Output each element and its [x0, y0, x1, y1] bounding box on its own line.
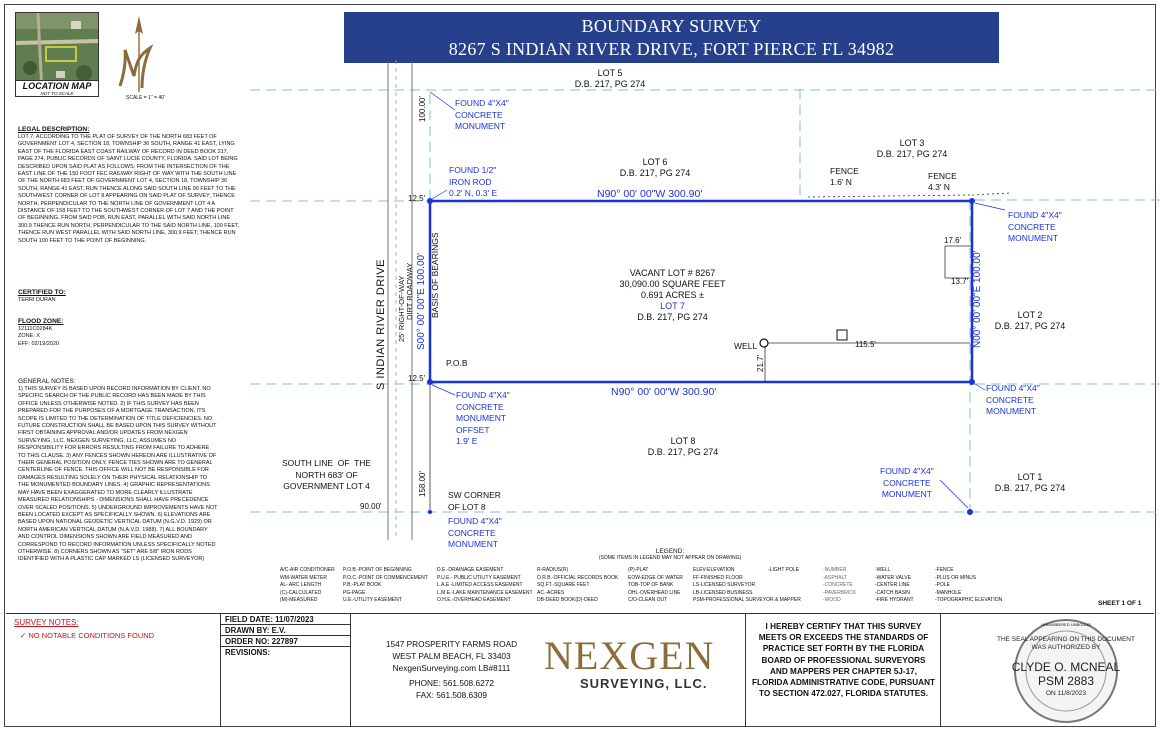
iron-rod-label: FOUND 1/2" IRON ROD 0.2' N, 0.3' E	[449, 165, 498, 198]
lot-1-label: LOT 1 D.B. 217, PG 274	[994, 472, 1066, 493]
general-notes-text: 1) THIS SURVEY IS BASED UPON RECORD INFORMATION BY CLIENT. NO SPECIFIC SEARCH OF THE PUBLIC RECORD HAS BEEN MADE BY THIS OFFICE UNLESS OTHERWISE NOTED. 2) IF THIS SURVEY HAS BEEN PREPARED FOR THE PURPOSES OF A MORTGAGE TRANSACTION, ITS SCOPE IS LIMITED TO THE DETERMINATION OF TITLE DEFICIENCIES. NO FUTURE CONSTRUCTION SHALL BE BASED UPON THIS SURVEY WITHOUT FIRST OBTAINING APPROVAL AND/OR UPDATES FROM NEXGEN SURVEYING, LLC. NEXGEN SURVEYING, LLC, ASSUMES NO RESPONSIBILITY FOR ERRORS RESULTING FROM FAILURE TO ADHERE TO THIS CLAUSE. 3) ANY FENCES SHOWN HEREON ARE ILLUSTRATIVE OF THEIR GENERAL POSITION ONLY. FENCE TIES SHOWN ARE TO GENERAL CENTERLINE OF FENCE. THIS OFFICE WILL NOT BE RESPONSIBLE FOR DAMAGES RESULTING SOLELY ON THEIR PHYSICAL RELATIONSHIP TO THE MONUMENTED BOUNDARY LINES. 4) GRAPHIC REPRESENTATIONS MAY HAVE BEEN EXAGGERATED TO MORE CLEARLY ILLUSTRATE MEASURED RELATIONSHIPS - DIMENSIONS SHALL HAVE PRECEDENCE OVER SCALED POSITIONS. 5) UNDERGROUND IMPROVEMENTS HAVE NOT BEEN LOCATED EXCEPT AS SPECIFICALLY SHOWN. 6) ELEVATIONS ARE BASED UPON NATIONAL GEODETIC VERTICAL DATUM (N.G.V.D. 1929) OR NORTH AMERICAN VERTICAL DATUM (N.A.V.D. 1988). 7) ALL BOUNDARY AND CONTROL DIMENSIONS SHOWN ARE FIELD MEASURED AND CORRESPOND TO RECORD INFORMATION UNLESS SPECIFICALLY NOTED OTHERWISE. 8) CORNERS SHOWN AS "SET" ARE 5/8" IRON RODS IDENTIFIED WITH A PLASTIC CAP MARKED LS (LICENSED SURVEYOR)	[18, 386, 218, 563]
legend-col-9: -WELL -WATER VALVE -CENTER LINE -CATCH BASIN -FIRE HYDRANT	[875, 567, 914, 603]
scale-label: SCALE = 1" = 40'	[126, 95, 165, 101]
dim-100-north: 100.00'	[418, 96, 427, 122]
dim-21-7: 21.7'	[756, 354, 765, 372]
survey-notes-item: ✓ NO NOTABLE CONDITIONS FOUND	[20, 631, 155, 640]
legend-col-8: -NUMBER -ASPHALT -CONCRETE -PAVERBRICK -WOOD	[823, 567, 857, 603]
seal-stamp-text: UNNUMBERED UNBOUND	[1040, 622, 1091, 627]
right-of-way-label: 25' RIGHT-OF-WAY	[397, 275, 406, 342]
dim-12-5-north: 12.5'	[408, 194, 426, 203]
title-line-1: BOUNDARY SURVEY	[581, 16, 762, 36]
company-cell	[351, 614, 746, 727]
dim-158: 158.00'	[418, 471, 427, 497]
legend-col-7: -LIGHT POLE	[768, 567, 800, 573]
lot-8-label: LOT 8 D.B. 217, PG 274	[647, 436, 719, 457]
legend-title: LEGEND: (SOME ITEMS IN LEGEND MAY NOT APPEAR ON DRAWING)	[598, 548, 742, 561]
dim-115-5: 115.5'	[855, 340, 876, 349]
vacant-lot-info: VACANT LOT # 8267 30,090.00 SQUARE FEET 0.691 ACRES ± LOT 7 D.B. 217, PG 274	[619, 268, 726, 322]
road-name: S INDIAN RIVER DRIVE	[375, 258, 387, 390]
dim-13-7: 13.7'	[951, 277, 969, 286]
legal-text: LOT 7, ACCORDING TO THE PLAT OF SURVEY OF THE NORTH 683 FEET OF GOVERNMENT LOT 4, SECTION 18, TOWNSHIP 36 SOUTH, RANGE 41 EAST, LYING EAST OF THE FLORIDA EAST COAST RAILWAY OF RECORD IN DEED BOOK 217, PAGE 274, PUBLIC RECORDS OF SAINT LUCIE COUNTY, FLORIDA. SAID LOT BEING DESCRIBED UPON SAID PLAT AS FOLLOWS: FROM THE INTERSECTION OF THE EAST LINE OF THE 150 FOOT FEC RAILWAY RIGHT OF WAY WITH THE SOUTH LINE OF THE NORTH 683 FEET OF GOVERNMENT LOT 4, SECTION 18, TOWNSHIP 36 SOUTH, RANGE 41 EAST, RUN THENCE ALONG SAID SOUTH LINE 90 FEET TO THE SOUTHWEST CORNER OF LOT 8 APPEARING ON SAID PLAT OF SURVEY; THENCE NORTH, PERPENDICULAR TO THE NORTH LINE OF GOVERNMENT LOT 4 A DISTANCE OF 158 FEET TO THE SOUTHWEST CORNER OF LOT 7 AND THE POINT OF BEGINNING. FROM SAID POB, RUN EAST, PARALLEL WITH SAID NORTH LINE 300.9 THENCE RUN NORTH, PERPENDICULAR TO THE SAID NORTH LINE, 100 FEET, THENCE RUN WEST PARALLEL WITH SAID NORTH LINE, 300.9 FEET; THENCE RUN SOUTH 100 FEET TO THE POINT OF BEGINNING.	[18, 134, 240, 244]
legend-col-2: P.O.B.-POINT OF BEGINNING P.O.C.-POINT OF COMMENCEMENT P.B.-PLAT BOOK PG-PAGE U.E.-UTILITY EASEMENT	[343, 567, 428, 603]
pob-label: P.O.B	[446, 358, 468, 368]
pole-icon	[837, 330, 847, 340]
basis-of-bearings-label: BASIS OF BEARINGS	[430, 232, 440, 318]
legend-col-1: A/C-AIR CONDITIONER WM-WATER METER AL- ARC LENGTH (C)-CALCULATED (M)-MEASURED	[280, 567, 335, 603]
sheet-number: SHEET 1 OF 1	[1098, 600, 1142, 607]
well-icon	[760, 339, 768, 347]
legend-col-6: ELEV-ELEVATION FF-FINISHED FLOOR LS-LICENSED SURVEYOR LB-LICENSED BUSINESS PSM-PROFESSIONAL SURVEYOR & MAPPER	[693, 567, 801, 603]
lot-6-label: LOT 6 D.B. 217, PG 274	[619, 157, 691, 178]
legend-col-10: -FENCE -PLUS OR MINUS -POLE -MANHOLE -TOPOGRAPHIC ELEVATION	[935, 567, 1003, 603]
south-line-label: SOUTH LINE OF THE NORTH 683' OF GOVERNMENT LOT 4	[282, 458, 372, 491]
dim-17-6: 17.6'	[944, 236, 962, 245]
monument-label-lot1: FOUND 4"X4" CONCRETE MONUMENT	[880, 466, 934, 499]
certified-to: CERTIFIED TO: TERRI DURAN	[18, 289, 66, 303]
field-info-cell	[221, 614, 351, 727]
south-line-bearing: N90° 00' 00"W 300.90'	[611, 386, 717, 398]
legal-description: LEGAL DESCRIPTION: LOT 7, ACCORDING TO THE PLAT OF SURVEY OF THE NORTH 683 FEET OF GOVERNMENT LOT 4, SECTION 18, TOWNSHIP 36 SOUTH, RANGE 41 EAST, LYING EAST OF THE FLORIDA EAST COAST RAILWAY OF RECORD IN DEED BOOK 217, PAGE 274, PUBLIC RECORDS OF SAINT LUCIE COUNTY, FLORIDA. SAID LOT BEING DESCRIBED UPON SAID PLAT AS FOLLOWS: FROM THE INTERSECTION OF THE EAST LINE OF THE 150 FOOT FEC RAILWAY RIGHT OF WAY WITH THE SOUTH LINE OF THE NORTH 683 FEET OF GOVERNMENT LOT 4, SECTION 18, TOWNSHIP 36 SOUTH, RANGE 41 EAST, RUN THENCE ALONG SAID SOUTH LINE 90 FEET TO THE SOUTHWEST CORNER OF LOT 8 APPEARING ON SAID PLAT OF SURVEY; THENCE NORTH, PERPENDICULAR TO THE NORTH LINE OF GOVERNMENT LOT 4 A DISTANCE OF 158 FEET TO THE SOUTHWEST CORNER OF LOT 7 AND THE POINT OF BEGINNING. FROM SAID POB, RUN EAST, PARALLEL WITH SAID NORTH LINE 300.9 THENCE RUN NORTH, PERPENDICULAR TO THE SAID NORTH LINE, 100 FEET, THENCE RUN WEST PARALLEL WITH SAID NORTH LINE, 300.9 FEET; THENCE RUN SOUTH 100 FEET TO THE POINT OF BEGINNING.	[18, 126, 240, 244]
dim-90: 90.00'	[360, 502, 382, 511]
revisions: REVISIONS:	[225, 648, 271, 657]
sw-corner-label: SW CORNER OF LOT 8	[448, 490, 501, 512]
general-notes: GENERAL NOTES: 1) THIS SURVEY IS BASED UPON RECORD INFORMATION BY CLIENT. NO SPECIFIC SEARCH OF THE PUBLIC RECORD HAS BEEN MADE BY THIS OFFICE UNLESS OTHERWISE NOTED. 2) IF THIS SURVEY HAS BEEN PREPARED FOR THE PURPOSES OF A MORTGAGE TRANSACTION, ITS SCOPE IS LIMITED TO THE DETERMINATION OF TITLE DEFICIENCIES. NO FUTURE CONSTRUCTION SHALL BE BASED UPON THIS SURVEY WITHOUT FIRST OBTAINING APPROVAL AND/OR UPDATES FROM NEXGEN SURVEYING, LLC. NEXGEN SURVEYING, LLC, ASSUMES NO RESPONSIBILITY FOR ERRORS RESULTING FROM FAILURE TO ADHERE TO THIS CLAUSE. 3) ANY FENCES SHOWN HEREON ARE ILLUSTRATIVE OF THEIR GENERAL POSITION ONLY. FENCE TIES SHOWN ARE TO GENERAL CENTERLINE OF FENCE. THIS OFFICE WILL NOT BE RESPONSIBLE FOR DAMAGES RESULTING SOLELY ON THEIR PHYSICAL RELATIONSHIP TO THE MONUMENTED BOUNDARY LINES. 4) GRAPHIC REPRESENTATIONS MAY HAVE BEEN EXAGGERATED TO MORE CLEARLY ILLUSTRATE MEASURED RELATIONSHIPS - DIMENSIONS SHALL HAVE PRECEDENCE OVER SCALED POSITIONS. 5) UNDERGROUND IMPROVEMENTS HAVE NOT BEEN LOCATED EXCEPT AS SPECIFICALLY SHOWN. 6) ELEVATIONS ARE BASED UPON NATIONAL GEODETIC VERTICAL DATUM (N.G.V.D. 1929) OR NORTH AMERICAN VERTICAL DATUM (N.A.V.D. 1988). 7) ALL BOUNDARY AND CONTROL DIMENSIONS SHOWN ARE FIELD MEASURED AND CORRESPOND TO RECORD INFORMATION UNLESS SPECIFICALLY NOTED OTHERWISE. 8) CORNERS SHOWN AS "SET" ARE 5/8" IRON RODS IDENTIFIED WITH A PLASTIC CAP MARKED LS (LICENSED SURVEYOR)	[18, 378, 218, 563]
location-map-label: LOCATION MAP NOT TO SCALE	[15, 80, 99, 97]
flood-zone: FLOOD ZONE: 12111C0284K ZONE: X EFF: 02/19/2020	[18, 318, 64, 347]
survey-notes-cell	[6, 614, 221, 727]
surveyor-name: CLYDE O. MCNEAL	[1011, 660, 1121, 674]
east-line-bearing: N00° 00' 00"E 100.00'	[972, 250, 983, 348]
lot-5-label: LOT 5 D.B. 217, PG 274	[574, 68, 646, 89]
legend-col-4: R-RADIUS(R) O.R.B.-OFFICIAL RECORDS BOOK SQ.FT.-SQUARE FEET AC.-ACRES DB-DEED BOOK(D)-DEED	[537, 567, 619, 603]
dim-12-5-south: 12.5'	[408, 374, 426, 383]
drawn-by: DRAWN BY: E.V.	[221, 625, 350, 636]
legend-col-3: D.E.-DRAINAGE EASEMENT P.U.E.- PUBLIC UTILITY EASEMENT L.A.E.-LIMITED ACCESS EASEMENT L.M.E.-LAKE MAINTENANCE EASEMENT O.H.E.-OVERHEAD EASEMENT	[437, 567, 533, 603]
monument-label-ne: FOUND 4"X4" CONCRETE MONUMENT	[1008, 210, 1062, 243]
monument-label-north: FOUND 4"X4" CONCRETE MONUMENT	[455, 98, 509, 131]
north-line-bearing: N90° 00' 00"W 300.90'	[597, 188, 703, 200]
company-logo: NEXGEN SURVEYING, LLC.	[544, 633, 715, 691]
title-line-2: 8267 S INDIAN RIVER DRIVE, FORT PIERCE FL 34982	[448, 39, 895, 59]
lot-3-label: LOT 3 D.B. 217, PG 274	[876, 138, 948, 159]
legend-col-5: (P)-PLAT EOW-EDGE OF WATER TOB-TOP OF BANK OHL-OVERHEAD LINE C/O-CLEAN OUT	[628, 567, 683, 603]
seal-authorization-text: THE SEAL APPEARING ON THIS DOCUMENT WAS AUTHORIZED BY	[997, 636, 1135, 651]
title-strip	[6, 613, 1154, 727]
certification-cell	[746, 614, 941, 727]
company-address: 1547 PROSPERITY FARMS ROAD WEST PALM BEACH, FL 33403 NexgenSurveying.com LB#8111 PHONE: 561.508.6272 FAX: 561.508.6309	[385, 639, 518, 700]
lot-2-label: LOT 2 D.B. 217, PG 274	[994, 310, 1066, 331]
order-number: ORDER NO: 227897	[221, 636, 350, 647]
well-label: WELL	[734, 341, 758, 351]
monument-label-se: FOUND 4"X4" CONCRETE MONUMENT	[986, 383, 1040, 416]
monument-label-lot8: FOUND 4"X4" CONCRETE MONUMENT	[448, 516, 502, 549]
fence-label-1: FENCE 1.6' N	[830, 166, 859, 187]
seal-date: ON 11/8/2023	[1046, 690, 1086, 697]
surveyor-license: PSM 2883	[1037, 674, 1095, 688]
west-line-bearing: S00° 00' 00"E 100.00'	[416, 253, 427, 350]
dirt-roadway-label: DIRT ROADWAY	[405, 262, 414, 320]
surveyor-cell	[941, 614, 1154, 727]
monument-label-sw: FOUND 4"X4" CONCRETE MONUMENT OFFSET 1.9' E	[456, 390, 510, 446]
fence-label-2: FENCE 4.3' N	[928, 171, 957, 192]
field-date: FIELD DATE: 11/07/2023	[221, 614, 350, 625]
survey-notes-title: SURVEY NOTES:	[14, 618, 79, 627]
certification-text: I HEREBY CERTIFY THAT THIS SURVEY MEETS OR EXCEEDS THE STANDARDS OF PRACTICE SET FORTH BY THE FLORIDA BOARD OF PROFESSIONAL SURVEYORS AND MAPPERS PER CHAPTER 5J-17, FLORIDA ADMINISTRATIVE CODE, PURSUANT TO SECTION 472.027, FLORIDA STATUTES.	[752, 622, 936, 699]
